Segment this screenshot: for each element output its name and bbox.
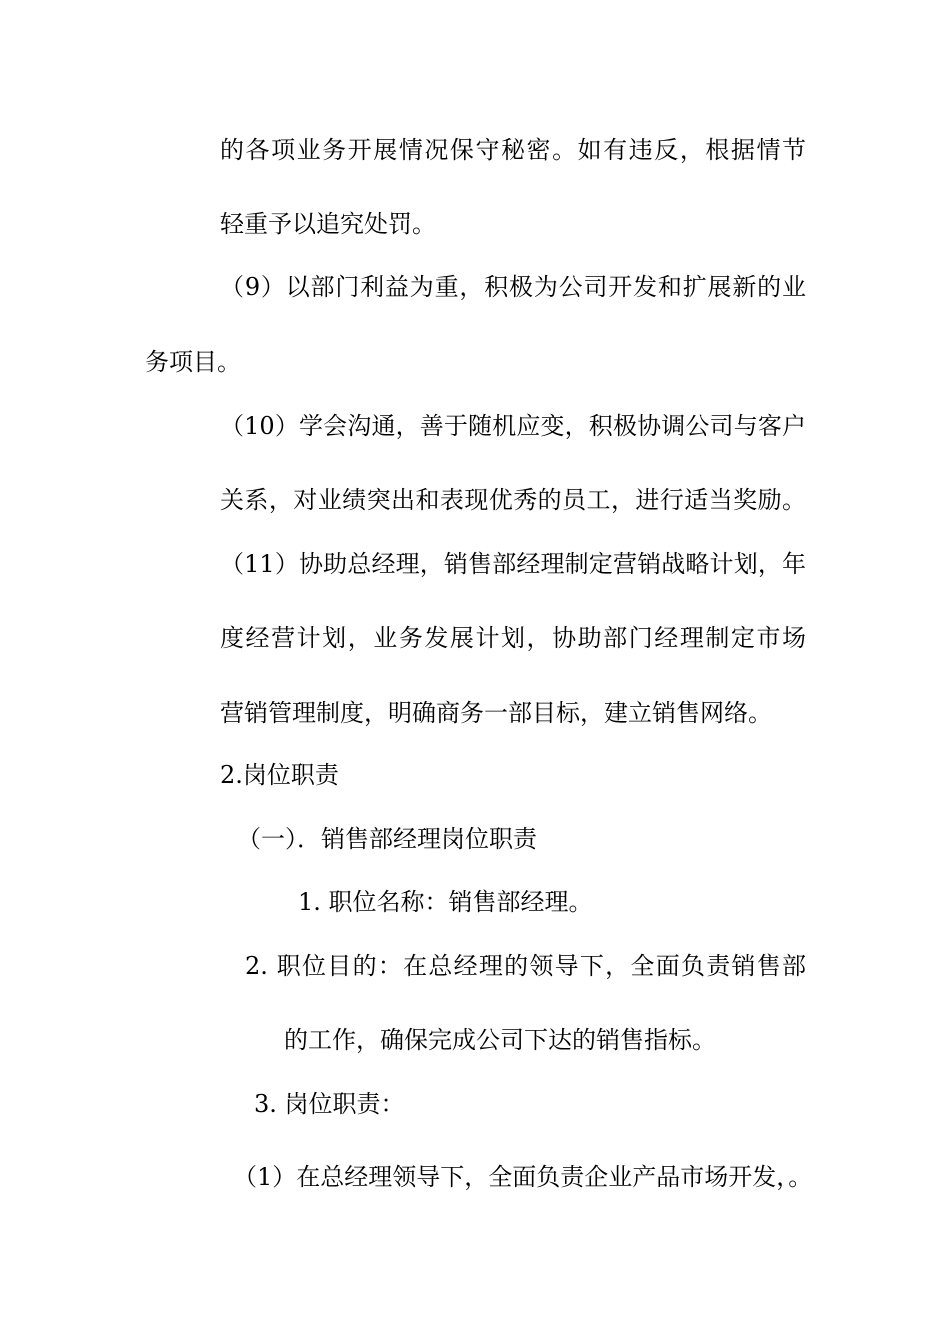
duties-heading: 3. 岗位职责： [254,1090,405,1118]
list-item-10: （10）学会沟通，善于随机应变，积极协调公司与客户 [220,412,806,440]
paragraph-line: 度经营计划，业务发展计划，协助部门经理制定市场 [220,624,806,652]
paragraph-line: 关系，对业绩突出和表现优秀的员工，进行适当奖励。 [220,486,806,514]
paragraph-line: 的各项业务开展情况保守秘密。如有违反，根据情节 [220,136,806,164]
subsection-heading: （一）．销售部经理岗位职责 [237,825,537,853]
paragraph-line: 营销管理制度，明确商务一部目标，建立销售网络。 [220,699,772,727]
section-heading: 2.岗位职责 [220,761,339,789]
list-item-9: （9）以部门利益为重，积极为公司开发和扩展新的业 [220,273,806,301]
duty-item-1: （1）在总经理领导下，全面负责企业产品市场开发，。 [233,1163,813,1191]
paragraph-line: 轻重予以追究处罚。 [220,210,436,238]
position-purpose-item: 2. 职位目的：在总经理的领导下，全面负责销售部 [245,952,806,980]
position-name-item: 1. 职位名称：销售部经理。 [298,888,593,916]
paragraph-line: 务项目。 [145,348,241,376]
list-item-11: （11）协助总经理，销售部经理制定营销战略计划，年 [220,550,806,578]
paragraph-line: 的工作，确保完成公司下达的销售指标。 [284,1026,716,1054]
